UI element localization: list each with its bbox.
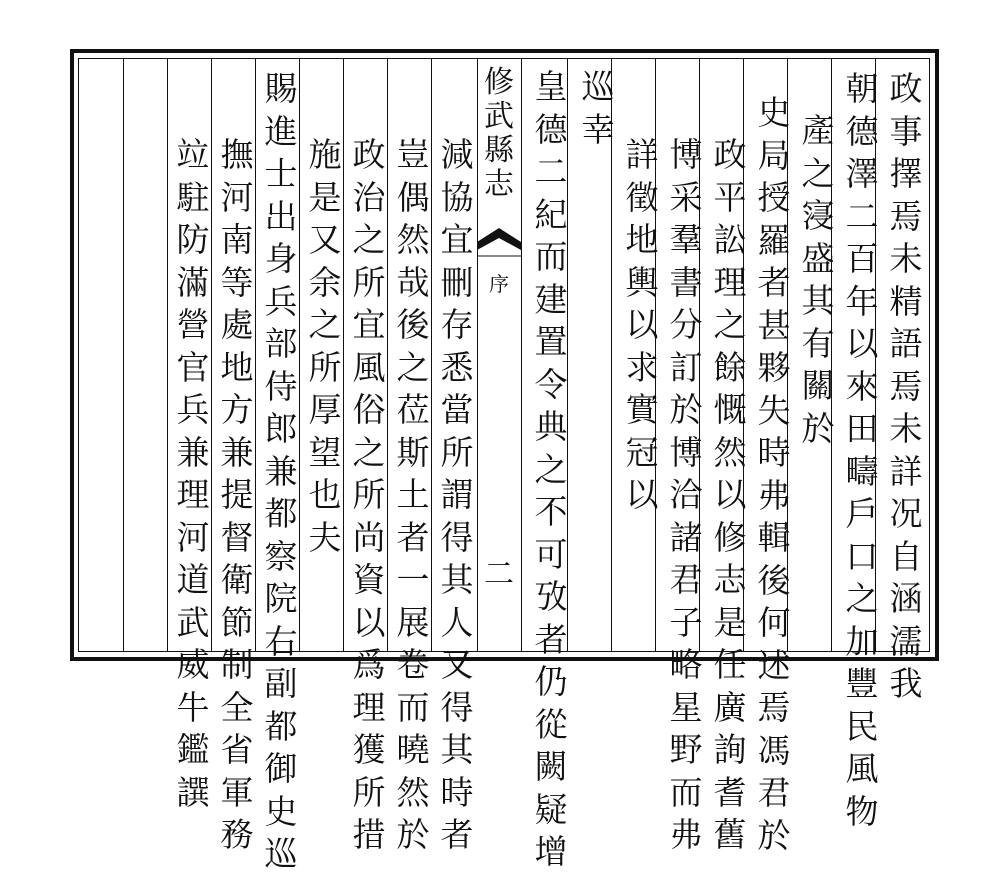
column-rule xyxy=(123,58,124,652)
text-column: 詳徵地輿以求實冠以 xyxy=(625,135,659,514)
text-column: 撫河南等處地方兼提督衛節制全省軍務 xyxy=(220,135,254,854)
page-number: 二 xyxy=(484,557,514,592)
text-column: 減協宜刪存悉當所謂得其人又得其時者 xyxy=(440,135,474,854)
text-column: 產之寖盛其有關於 xyxy=(801,111,835,448)
text-column: 皇德二紀而建置令典之不可攷者仍從闕疑增 xyxy=(534,67,568,871)
column-rule xyxy=(521,58,522,652)
text-column: 賜進士出身兵部侍郎兼都察院右副都御史巡 xyxy=(264,69,298,873)
book-title: 修武縣志 xyxy=(484,65,514,202)
text-column: 豈偶然哉後之莅斯土者一展卷而曉然於 xyxy=(396,135,430,854)
text-column: 施是又余之所厚望也夫 xyxy=(308,135,342,557)
page-center-margin xyxy=(477,58,521,652)
text-column: 政平訟理之餘慨然以修志是任廣詢耆舊 xyxy=(713,135,747,854)
text-column: 竝駐防滿營官兵兼理河道武威牛鑑譔 xyxy=(176,135,210,812)
fishtail-mark-icon xyxy=(477,228,521,262)
text-column: 政治之所宜風俗之所尚資以爲理獲所措 xyxy=(352,135,386,854)
text-column: 巡幸 xyxy=(581,67,615,149)
text-column: 政事擇焉未精語焉未詳况自涵濡我 xyxy=(889,69,923,703)
text-column: 朝德澤二百年以來田疇戶口之加豐民風物 xyxy=(845,69,879,831)
text-column: 史局授羅者甚夥失時弗輯後何述焉馮君於 xyxy=(757,93,791,855)
column-rule xyxy=(167,58,168,652)
section-label: 序 xyxy=(489,272,509,296)
text-column: 博采羣書分訂於博洽諸君子略星野而弗 xyxy=(669,135,703,854)
